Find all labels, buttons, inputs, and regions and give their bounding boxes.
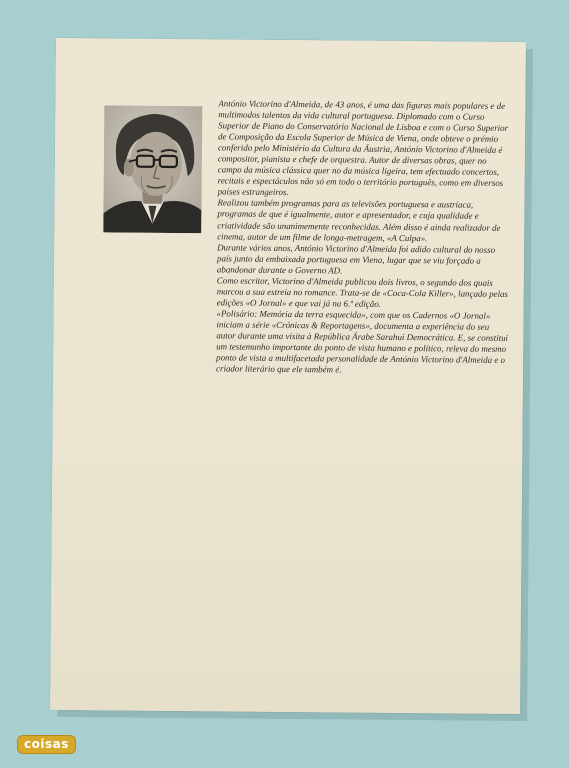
biography-paragraph: Durante vários anos, António Victorino d'Almeida foi adido cultural do nosso país junto da embaixada portuguesa em Viena, lugar que se viu forçado a abandonar durante o Governo AD. bbox=[216, 241, 496, 276]
watermark-logo: coisas bbox=[18, 736, 75, 753]
biography-paragraph: Como escritor, Victorino d'Almeida publicou dois livros, o segundo dos quais marcou a sua estreia no romance. Trata-se de «Coca-Cola Killer», lançado pelas edições «O Jornal» e que vai já na 6.ª edição. bbox=[216, 275, 508, 309]
author-biography bbox=[216, 98, 510, 377]
biography-paragraph: Realizou também programas para as televisões portuguesa e austríaca, programas de que é igualmente, autor e apresentador, e cuja qualidade e criatividade são unanimemente reconhecidas. Além disso é ainda realizador de cinema, autor de um filme de longa-metragem, «A Culpa». bbox=[217, 197, 501, 243]
biography-paragraph: António Victorino d'Almeida, de 43 anos, é uma das figuras mais populares e de multimodos talentos da vida cultural portuguesa. Diplomado com o Curso Superior de Piano do Conservatório Nacional de Lisboa e com o Curso Superior de Composição da Escola Superior de Música de Viena, onde obteve o prémio conferido pelo Ministério da Cultura da Áustria, António Victorino d'Almeida é compositor, pianista e chefe de orquestra. Autor de diversas obras, quer no campo da música clássica quer no da música ligeira, tem efectuado concertos, recitais e espectáculos não só em todo o território português, como em diversos países estrangeiros. bbox=[217, 98, 509, 198]
author-portrait-icon bbox=[103, 105, 202, 233]
book-back-cover bbox=[50, 38, 526, 714]
biography-paragraph: «Polisário: Memória da terra esquecida», com que os Cadernos «O Jornal» iniciam a série «Crónicas & Reportagens», documenta a experiência do seu autor durante uma visita à República Árabe Sarahui Democrática. E, se constitui um testemunho importante do ponto de vista humano e político, releva do mesmo ponto de vista a multifacetada personalidade de António Victorino d'Almeida e o criador literário que ele também é. bbox=[216, 308, 509, 375]
